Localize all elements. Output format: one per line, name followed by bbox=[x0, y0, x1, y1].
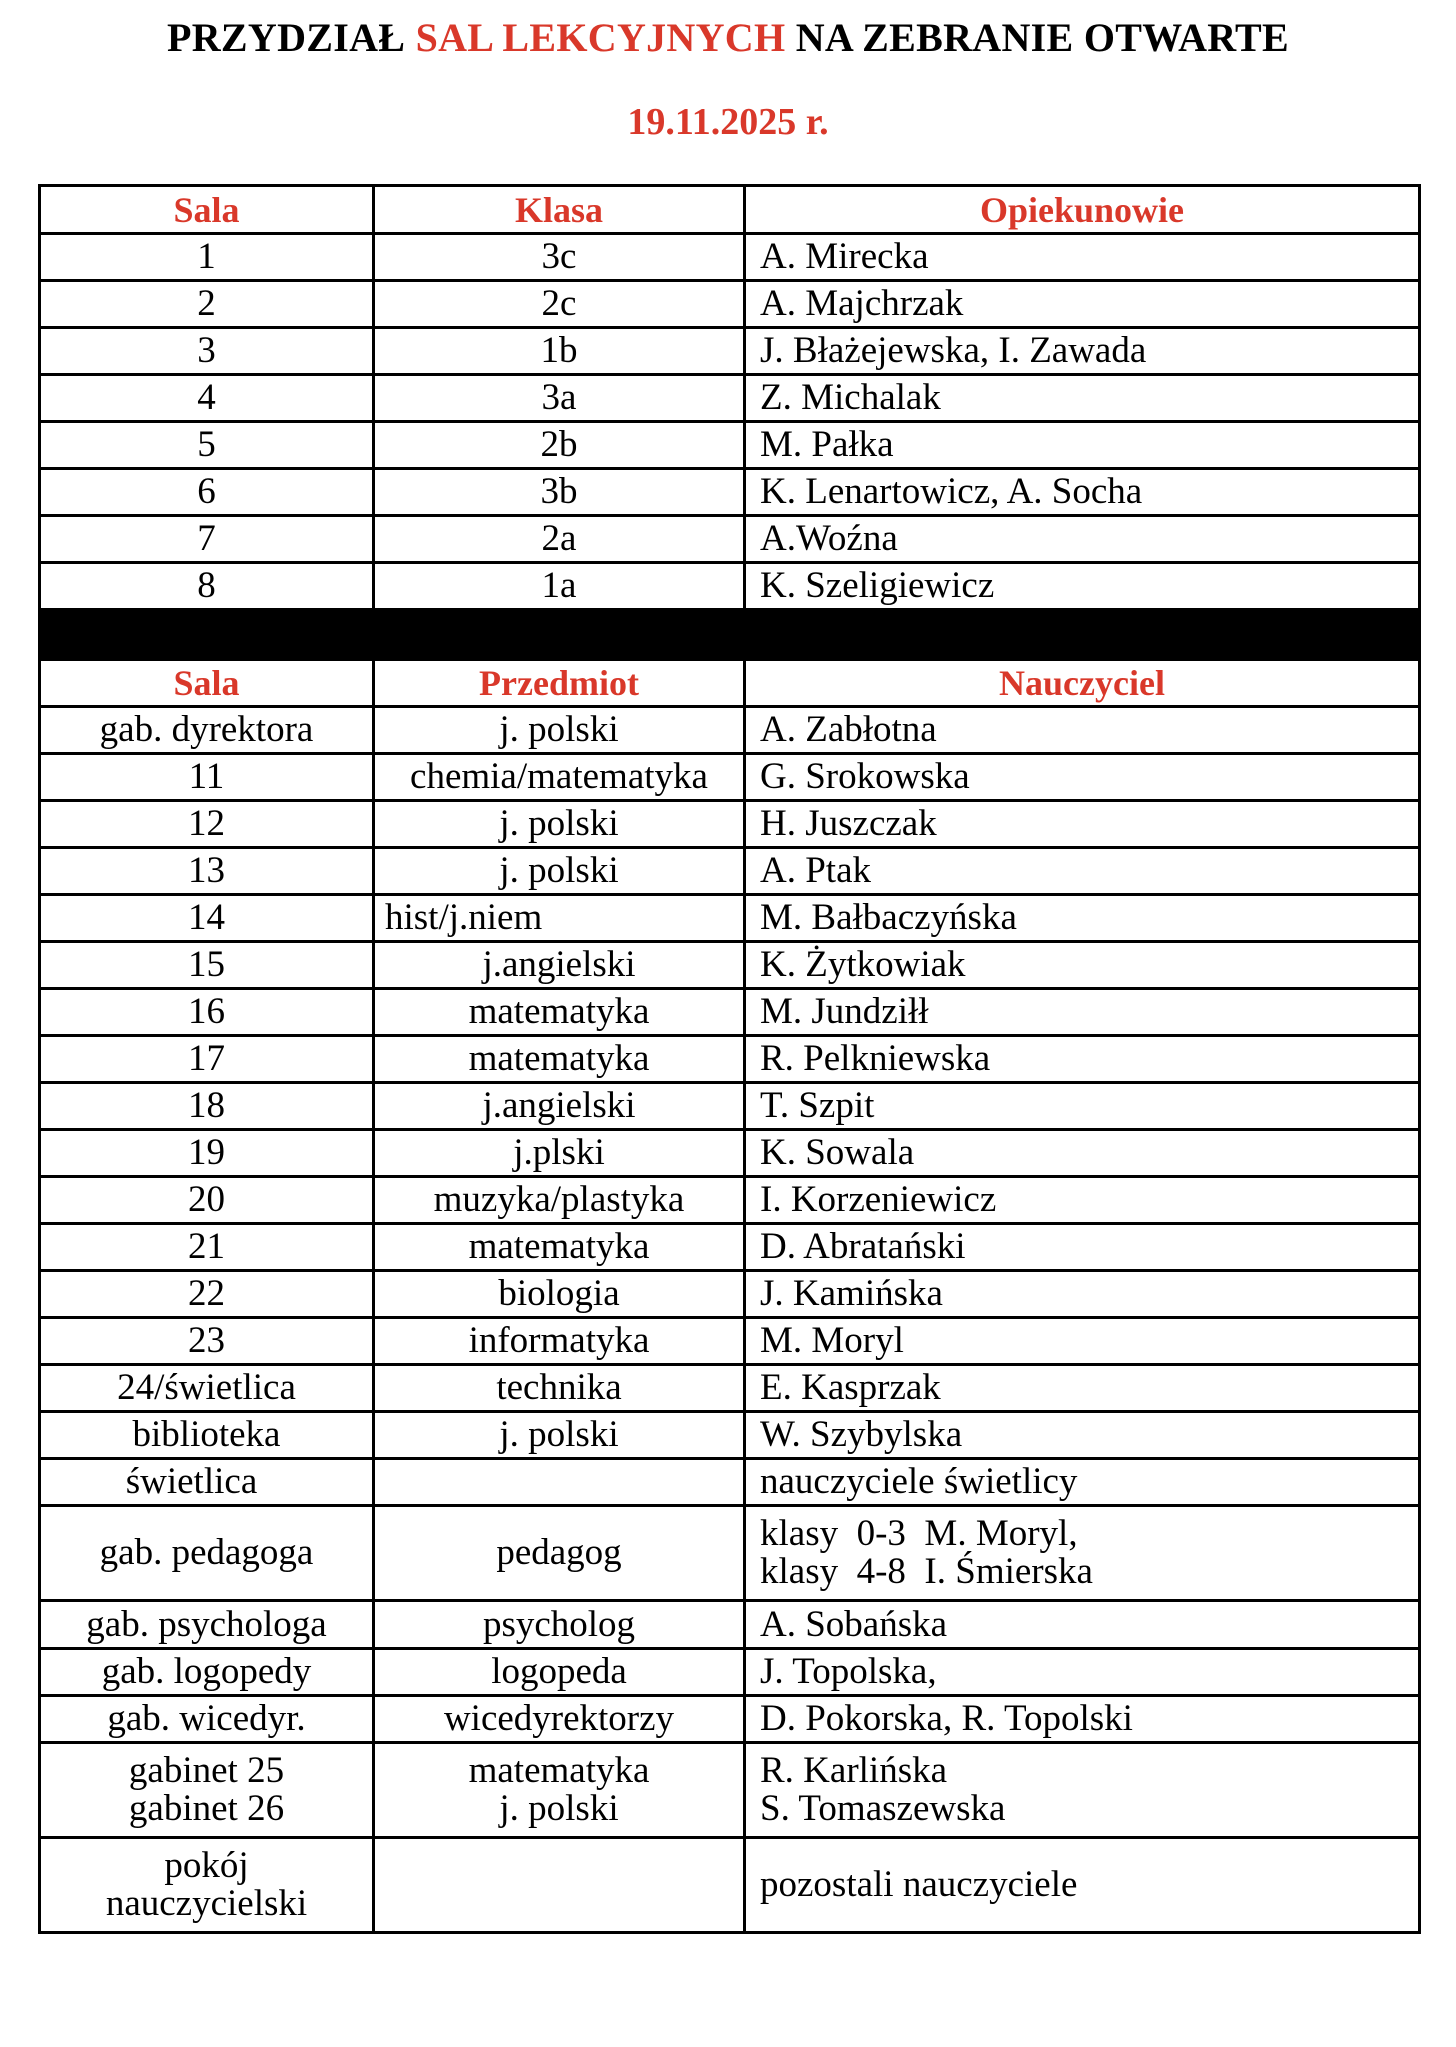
cell-przedmiot: psycholog bbox=[374, 1601, 745, 1649]
cell-sala: 4 bbox=[40, 375, 374, 422]
nauczyciel-line-1: klasy 0-3 M. Moryl, bbox=[760, 1513, 1078, 1554]
table-row bbox=[40, 1224, 1420, 1271]
cell-przedmiot: matematyka bbox=[374, 989, 745, 1036]
nauczyciel-line-1: R. Karlińska bbox=[760, 1750, 948, 1791]
black-divider bbox=[40, 610, 1420, 660]
table-row bbox=[40, 1036, 1420, 1083]
cell-przedmiot: matematyka bbox=[374, 1036, 745, 1083]
cell-nauczyciel: K. Sowala bbox=[745, 1130, 1420, 1177]
room-assignment-table bbox=[38, 184, 1421, 1934]
cell-nauczyciel bbox=[745, 1743, 1420, 1838]
cell-sala bbox=[40, 1743, 374, 1838]
cell-nauczyciel: W. Szybylska bbox=[745, 1412, 1420, 1459]
cell-opiekunowie: K. Lenartowicz, A. Socha bbox=[745, 469, 1420, 516]
cell-opiekunowie: A. Mirecka bbox=[745, 234, 1420, 281]
table-row bbox=[40, 1649, 1420, 1696]
cell-przedmiot: muzyka/plastyka bbox=[374, 1177, 745, 1224]
cell-sala: 5 bbox=[40, 422, 374, 469]
cell-przedmiot: matematyka bbox=[374, 1224, 745, 1271]
cell-opiekunowie: M. Pałka bbox=[745, 422, 1420, 469]
cell-nauczyciel: K. Żytkowiak bbox=[745, 942, 1420, 989]
cell-przedmiot: j. polski bbox=[374, 707, 745, 754]
cell-przedmiot: j.angielski bbox=[374, 942, 745, 989]
table-row bbox=[40, 1412, 1420, 1459]
table-row bbox=[40, 563, 1420, 610]
table-row bbox=[40, 707, 1420, 754]
cell-sala: 6 bbox=[40, 469, 374, 516]
cell-nauczyciel: D. Abratański bbox=[745, 1224, 1420, 1271]
cell-sala: biblioteka bbox=[40, 1412, 374, 1459]
table-row bbox=[40, 516, 1420, 563]
cell-klasa: 3a bbox=[374, 375, 745, 422]
cell-przedmiot: j. polski bbox=[374, 848, 745, 895]
document-date: 19.11.2025 r. bbox=[627, 101, 829, 143]
cell-sala: 23 bbox=[40, 1318, 374, 1365]
sala-line-1: gabinet 25 bbox=[128, 1750, 285, 1791]
cell-przedmiot: chemia/matematyka bbox=[374, 754, 745, 801]
cell-sala: 22 bbox=[40, 1271, 374, 1318]
cell-sala: 14 bbox=[40, 895, 374, 942]
cell-przedmiot: informatyka bbox=[374, 1318, 745, 1365]
table-row bbox=[40, 1365, 1420, 1412]
cell-sala: 18 bbox=[40, 1083, 374, 1130]
cell-sala: gab. logopedy bbox=[40, 1649, 374, 1696]
column-header-sala: Sala bbox=[40, 660, 374, 707]
table-row bbox=[40, 1271, 1420, 1318]
cell-nauczyciel: J. Topolska, bbox=[745, 1649, 1420, 1696]
table-row-pedagog bbox=[40, 1506, 1420, 1601]
cell-sala: 1 bbox=[40, 234, 374, 281]
cell-sala: gab. pedagoga bbox=[40, 1506, 374, 1601]
title-part-2-highlight: SAL LEKCYJNYCH bbox=[415, 15, 786, 60]
cell-nauczyciel: D. Pokorska, R. Topolski bbox=[745, 1696, 1420, 1743]
table-row bbox=[40, 328, 1420, 375]
cell-przedmiot: hist/j.niem bbox=[374, 895, 745, 942]
cell-nauczyciel: M. Jundziłł bbox=[745, 989, 1420, 1036]
cell-przedmiot: j. polski bbox=[374, 801, 745, 848]
cell-sala bbox=[40, 1838, 374, 1933]
cell-klasa: 2b bbox=[374, 422, 745, 469]
cell-nauczyciel: H. Juszczak bbox=[745, 801, 1420, 848]
cell-sala: 20 bbox=[40, 1177, 374, 1224]
cell-nauczyciel bbox=[745, 1506, 1420, 1601]
przedmiot-line-1: matematyka bbox=[468, 1750, 650, 1791]
cell-sala: 8 bbox=[40, 563, 374, 610]
sala-line-2: nauczycielski bbox=[105, 1883, 308, 1924]
table-row bbox=[40, 1601, 1420, 1649]
cell-opiekunowie: A.Woźna bbox=[745, 516, 1420, 563]
cell-sala: 7 bbox=[40, 516, 374, 563]
cell-sala: 2 bbox=[40, 281, 374, 328]
table-row bbox=[40, 801, 1420, 848]
cell-przedmiot: j. polski bbox=[374, 1412, 745, 1459]
cell-sala: 17 bbox=[40, 1036, 374, 1083]
cell-przedmiot bbox=[374, 1838, 745, 1933]
cell-nauczyciel: nauczyciele świetlicy bbox=[745, 1459, 1420, 1506]
column-header-przedmiot: Przedmiot bbox=[374, 660, 745, 707]
title-part-1: PRZYDZIAŁ bbox=[166, 15, 416, 60]
cell-nauczyciel: M. Moryl bbox=[745, 1318, 1420, 1365]
sala-line-1: pokój bbox=[164, 1845, 249, 1886]
table-row bbox=[40, 422, 1420, 469]
cell-sala: gab. dyrektora bbox=[40, 707, 374, 754]
section2-header-row bbox=[40, 660, 1420, 707]
cell-przedmiot: biologia bbox=[374, 1271, 745, 1318]
table-row bbox=[40, 234, 1420, 281]
table-row bbox=[40, 754, 1420, 801]
cell-sala: 21 bbox=[40, 1224, 374, 1271]
cell-nauczyciel: T. Szpit bbox=[745, 1083, 1420, 1130]
cell-sala: 19 bbox=[40, 1130, 374, 1177]
table-row bbox=[40, 1318, 1420, 1365]
cell-sala: 16 bbox=[40, 989, 374, 1036]
table-row bbox=[40, 1696, 1420, 1743]
cell-przedmiot: technika bbox=[374, 1365, 745, 1412]
cell-nauczyciel: M. Bałbaczyńska bbox=[745, 895, 1420, 942]
column-header-sala: Sala bbox=[40, 186, 374, 234]
cell-klasa: 1b bbox=[374, 328, 745, 375]
cell-opiekunowie: K. Szeligiewicz bbox=[745, 563, 1420, 610]
table-row bbox=[40, 1083, 1420, 1130]
cell-sala: 24/świetlica bbox=[40, 1365, 374, 1412]
table-row bbox=[40, 942, 1420, 989]
cell-przedmiot bbox=[374, 1743, 745, 1838]
section-divider-bar bbox=[40, 610, 1420, 660]
nauczyciel-line-2: S. Tomaszewska bbox=[760, 1788, 1006, 1829]
cell-nauczyciel: A. Ptak bbox=[745, 848, 1420, 895]
nauczyciel-line-2: klasy 4-8 I. Śmierska bbox=[760, 1551, 1093, 1592]
cell-przedmiot: pedagog bbox=[374, 1506, 745, 1601]
table-row-pokoj-nauczycielski bbox=[40, 1838, 1420, 1933]
cell-sala: 11 bbox=[40, 754, 374, 801]
table-row bbox=[40, 469, 1420, 516]
cell-sala: 15 bbox=[40, 942, 374, 989]
cell-sala: świetlica bbox=[40, 1459, 374, 1506]
cell-nauczyciel: pozostali nauczyciele bbox=[745, 1838, 1420, 1933]
cell-nauczyciel: R. Pelkniewska bbox=[745, 1036, 1420, 1083]
sala-line-2: gabinet 26 bbox=[128, 1788, 285, 1829]
cell-nauczyciel: A. Sobańska bbox=[745, 1601, 1420, 1649]
cell-sala: gab. psychologa bbox=[40, 1601, 374, 1649]
cell-przedmiot: wicedyrektorzy bbox=[374, 1696, 745, 1743]
title-part-3: NA ZEBRANIE OTWARTE bbox=[785, 15, 1290, 60]
cell-klasa: 1a bbox=[374, 563, 745, 610]
table-row bbox=[40, 375, 1420, 422]
cell-nauczyciel: A. Zabłotna bbox=[745, 707, 1420, 754]
table-row bbox=[40, 848, 1420, 895]
przedmiot-line-2: j. polski bbox=[499, 1788, 619, 1829]
cell-nauczyciel: G. Srokowska bbox=[745, 754, 1420, 801]
table-row bbox=[40, 281, 1420, 328]
table-row bbox=[40, 1459, 1420, 1506]
table-row-gabinety bbox=[40, 1743, 1420, 1838]
cell-klasa: 2a bbox=[374, 516, 745, 563]
table-row bbox=[40, 895, 1420, 942]
cell-sala: 13 bbox=[40, 848, 374, 895]
cell-klasa: 2c bbox=[374, 281, 745, 328]
cell-opiekunowie: A. Majchrzak bbox=[745, 281, 1420, 328]
cell-przedmiot bbox=[374, 1459, 745, 1506]
table-row bbox=[40, 989, 1420, 1036]
cell-sala: gab. wicedyr. bbox=[40, 1696, 374, 1743]
cell-opiekunowie: Z. Michalak bbox=[745, 375, 1420, 422]
cell-klasa: 3b bbox=[374, 469, 745, 516]
document-title bbox=[0, 14, 1456, 62]
cell-klasa: 3c bbox=[374, 234, 745, 281]
cell-nauczyciel: E. Kasprzak bbox=[745, 1365, 1420, 1412]
cell-przedmiot: logopeda bbox=[374, 1649, 745, 1696]
cell-przedmiot: j.angielski bbox=[374, 1083, 745, 1130]
section1-header-row bbox=[40, 186, 1420, 234]
column-header-opiekunowie: Opiekunowie bbox=[745, 186, 1420, 234]
column-header-nauczyciel: Nauczyciel bbox=[745, 660, 1420, 707]
cell-nauczyciel: I. Korzeniewicz bbox=[745, 1177, 1420, 1224]
column-header-klasa: Klasa bbox=[374, 186, 745, 234]
cell-przedmiot: j.plski bbox=[374, 1130, 745, 1177]
table-row bbox=[40, 1177, 1420, 1224]
cell-opiekunowie: J. Błażejewska, I. Zawada bbox=[745, 328, 1420, 375]
table-row bbox=[40, 1130, 1420, 1177]
cell-sala: 3 bbox=[40, 328, 374, 375]
cell-nauczyciel: J. Kamińska bbox=[745, 1271, 1420, 1318]
cell-sala: 12 bbox=[40, 801, 374, 848]
